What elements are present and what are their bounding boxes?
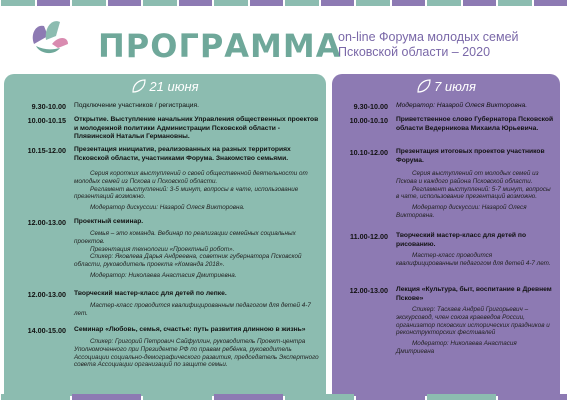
session-notes — [74, 302, 320, 318]
note-line: Регламент выступлений: 3-5 минут, вопросы в чате, использование презентаций возможно. — [74, 185, 299, 201]
session-title: Модератор: Назарой Олеся Викторовна. — [396, 102, 528, 109]
session-title: Проектный семинар. — [74, 218, 144, 225]
session-time: 9.30-10.00 — [31, 102, 66, 111]
session-notes — [74, 170, 320, 212]
day2-date: 7 июля — [434, 78, 476, 94]
session-time: 14.00-15.00 — [27, 326, 66, 335]
note-line: Спикер: Таскаев Андрей Григорьевич – экскурсовод, член союза краеведов России, организатор псковских исторических праздников и реконструкторских фестивалей — [396, 306, 550, 337]
day1-column — [4, 74, 326, 396]
page-title: ПРОГРАММА — [98, 27, 342, 65]
session-title: Приветственное слово Губернатора Псковской области Ведерникова Михаила Юрьевича. — [396, 116, 554, 132]
session-time: 12.00-13.00 — [27, 218, 66, 227]
session-title: Подключение участников / регистрация. — [74, 102, 199, 109]
leaf-icon — [416, 78, 432, 94]
note-line: Мастер-класс проводится квалифицированным педагогом для детей 4-7 лет. — [396, 252, 551, 267]
session-time: 10.00-10.10 — [349, 116, 388, 125]
session-title: Творческий мастер-класс для детей по рисованию. — [396, 232, 527, 248]
session-time: 11.00-12.00 — [350, 232, 388, 241]
note-line: Мастер-класс проводится квалифицированным педагогом для детей 4-7 лет. — [74, 302, 311, 317]
family-hands-logo — [26, 14, 72, 60]
session-title: Презентация инициатив, реализованных на разных территориях Псковской области, участниками Форума. Знакомство семьями. — [74, 146, 291, 162]
note-line: Регламент выступлений: 5-7 минут, вопросы в чате, использование презентаций возможно. — [396, 185, 551, 201]
day1-date: 21 июня — [149, 78, 199, 94]
session-time: 9.30-10.00 — [353, 102, 388, 111]
session-time: 12.00-13.00 — [27, 290, 66, 299]
note-line: Семья – это команда. Вебинар по реализации семейных социальных проектов. — [74, 230, 296, 245]
session-time: 10.15-12.00 — [27, 146, 66, 155]
session-time: 10.10-12.00 — [349, 148, 388, 157]
session-moderator: Модератор дискуссии: Назарой Олеся Викторовна. — [396, 204, 527, 219]
session-title: Презентация итоговых проектов участников Форума. — [396, 148, 545, 164]
page-subtitle — [338, 30, 558, 60]
session-moderator: Модератор: Николаева Анастасия Дмитриевна. — [90, 271, 237, 279]
session-title: Лекция «Культура, быт, воспитание в Древнем Пскове» — [396, 286, 552, 302]
top-decor-band — [0, 0, 568, 6]
session-notes — [396, 306, 554, 356]
session-title: Открытие. Выступление начальник Управления общественных проектов и молодежной политики Администрации Псковской области - Плявинской Натальи Германовны. — [74, 116, 319, 141]
note-line: Спикер: Григорий Петрович Сайфуллин, руководитель Проект-центра Уполномоченного при Президенте РФ по правам ребёнка, руководитель Ассоциации социально-демографического развития, председатель Экспертного совета Ассоциации организаций по защите семьи. — [74, 338, 319, 369]
subtitle-rest: Форума молодых семей Псковской области – 2020 — [338, 30, 519, 59]
note-line: Спикер: Яковлева Дарья Андреевна, советник губернатора Псковской области, руководитель проекта «Команда 2018». — [74, 253, 302, 269]
subtitle-online: on-line — [338, 30, 376, 44]
leaf-icon — [131, 78, 147, 94]
session-notes — [396, 252, 554, 268]
session-notes — [74, 338, 320, 369]
bottom-decor-band — [0, 394, 568, 400]
session-moderator: Модератор дискуссии: Назарой Олеся Викторовна. — [90, 204, 245, 212]
note-line: Серия коротких выступлений о своей общественной деятельности от молодых семей из Пскова и Псковской области. — [74, 170, 308, 185]
session-title: Семинар «Любовь, семья, счастье: путь развития длинною в жизнь» — [74, 326, 306, 333]
session-moderator: Модератор: Николаева Анастасия Дмитриевна — [396, 340, 517, 355]
session-notes — [74, 230, 320, 280]
note-line: Презентация технологии «Проектный робот». — [90, 245, 235, 253]
session-title: Творческий мастер-класс для детей по лепке. — [74, 290, 227, 297]
day2-header — [332, 74, 560, 98]
day2-column — [332, 74, 560, 396]
note-line: Серия выступлений от молодых семей из Пскова и каждого района Псковской области. — [396, 170, 539, 185]
session-time: 12.00-13.00 — [349, 286, 388, 295]
day1-header — [4, 74, 326, 98]
session-time: 10.00-10.15 — [27, 116, 66, 125]
session-notes — [396, 170, 554, 220]
